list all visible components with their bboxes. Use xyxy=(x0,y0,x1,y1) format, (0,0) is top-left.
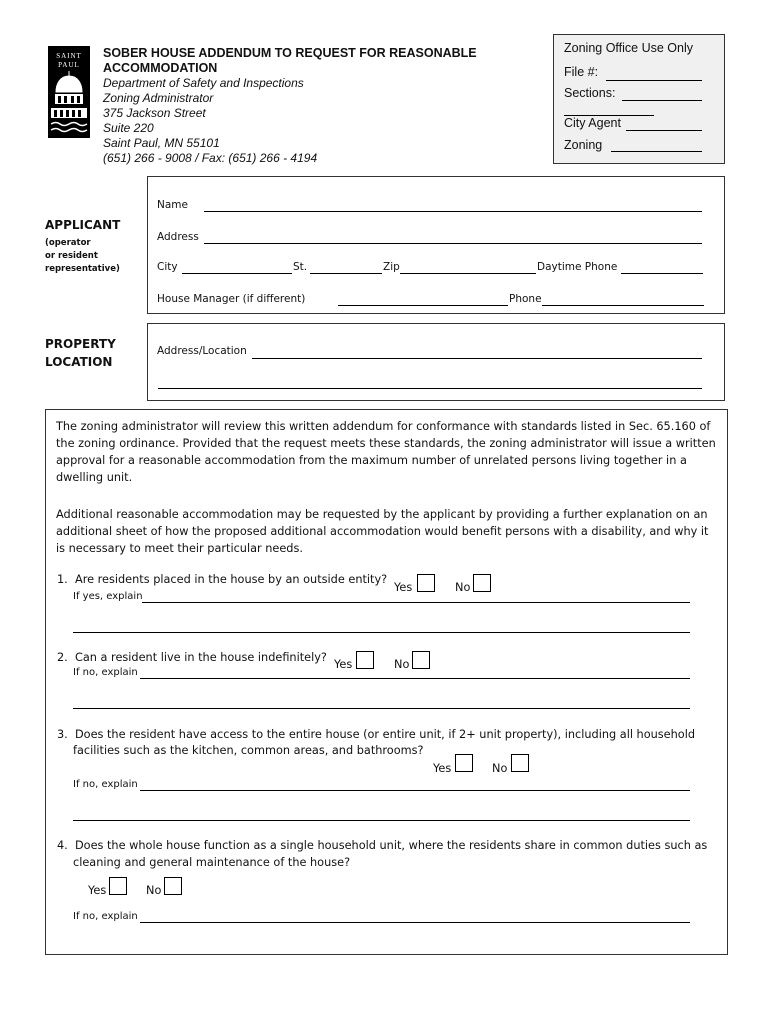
question-text: Does the resident have access to the entire house (or entire unit, if 2+ unit property), including all household xyxy=(74,728,696,741)
q4-yes-label: Yes xyxy=(88,884,107,897)
logo-text-top: SAINT xyxy=(56,52,82,60)
logo-text-bottom: PAUL xyxy=(58,61,80,69)
q3-explain-field-2[interactable] xyxy=(73,820,690,821)
daytime-phone-label: Daytime Phone xyxy=(537,261,618,273)
name-label: Name xyxy=(157,199,188,211)
q4-no-checkbox[interactable] xyxy=(164,877,182,895)
zoning-field[interactable] xyxy=(611,151,702,152)
q4-yes-checkbox[interactable] xyxy=(109,877,127,895)
question-text: Can a resident live in the house indefinitely? xyxy=(74,651,327,664)
zoning-office-title: Zoning Office Use Only xyxy=(564,41,693,55)
capitol-dome-icon xyxy=(48,46,90,138)
question-2 xyxy=(57,651,327,664)
q1-explain-field[interactable] xyxy=(142,602,690,603)
q1-yes-label: Yes xyxy=(394,581,413,594)
q2-explain-field[interactable] xyxy=(140,678,690,679)
q3-yes-label: Yes xyxy=(433,762,452,775)
applicant-label: APPLICANT xyxy=(45,218,121,232)
dept-line: Suite 220 xyxy=(103,121,154,135)
dept-line: Department of Safety and Inspections xyxy=(103,76,304,90)
q2-no-label: No xyxy=(394,658,410,671)
manager-phone-label: Phone xyxy=(509,293,542,305)
property-label-line: PROPERTY xyxy=(45,337,116,351)
q4-no-label: No xyxy=(146,884,162,897)
question-number: 1. xyxy=(57,573,68,586)
question-number: 3. xyxy=(57,728,68,741)
sections-field[interactable] xyxy=(622,100,702,101)
question-4-cont: cleaning and general maintenance of the house? xyxy=(73,856,351,869)
q3-no-label: No xyxy=(492,762,508,775)
question-text: Does the whole house function as a single household unit, where the residents share in common duties such as xyxy=(74,839,708,852)
q2-yes-checkbox[interactable] xyxy=(356,651,374,669)
q2-no-checkbox[interactable] xyxy=(412,651,430,669)
house-manager-field[interactable] xyxy=(338,305,508,306)
q1-no-label: No xyxy=(455,581,471,594)
house-manager-label: House Manager (if different) xyxy=(157,293,306,305)
sections-label: Sections: xyxy=(564,86,616,100)
q3-explain-field[interactable] xyxy=(140,790,690,791)
property-location-label xyxy=(45,335,116,371)
questions-box xyxy=(45,409,728,955)
q1-explain-label: If yes, explain xyxy=(73,591,143,602)
q1-explain-field-2[interactable] xyxy=(73,632,690,633)
question-3 xyxy=(57,728,695,741)
property-address-field-2[interactable] xyxy=(158,388,702,389)
department-info xyxy=(103,76,317,166)
property-address-field[interactable] xyxy=(252,358,702,359)
state-label: St. xyxy=(293,261,308,273)
applicant-sub-line: representative) xyxy=(45,264,120,274)
dept-line: (651) 266 - 9008 / Fax: (651) 266 - 4194 xyxy=(103,151,318,165)
file-number-label: File #: xyxy=(564,65,599,79)
property-box xyxy=(147,323,725,401)
q1-no-checkbox[interactable] xyxy=(473,574,491,592)
q3-yes-checkbox[interactable] xyxy=(455,754,473,772)
question-1 xyxy=(57,573,387,586)
question-3-cont: facilities such as the kitchen, common areas, and bathrooms? xyxy=(73,744,424,757)
review-paragraph: The zoning administrator will review this written addendum for conformance with standards listed in Sec. 65.160 of the zoning ordinance. Provided that the request meets these standards, the zoning administrator will issue a written approval for a reasonable accommodation from the maximum number of unrelated persons living together in a dwelling unit. xyxy=(56,420,716,484)
zoning-label: Zoning xyxy=(564,138,603,152)
applicant-sub-line: or resident xyxy=(45,251,98,261)
city-field[interactable] xyxy=(182,273,292,274)
city-agent-label: City Agent xyxy=(564,116,621,130)
daytime-phone-field[interactable] xyxy=(621,273,703,274)
q4-explain-field[interactable] xyxy=(140,922,690,923)
saint-paul-logo xyxy=(48,46,90,138)
zip-field[interactable] xyxy=(400,273,536,274)
question-4 xyxy=(57,839,707,852)
form-title: SOBER HOUSE ADDENDUM TO REQUEST FOR REASONABLE ACCOMMODATION xyxy=(103,46,477,75)
q2-yes-label: Yes xyxy=(334,658,353,671)
dept-line: Zoning Administrator xyxy=(103,91,214,105)
question-number: 4. xyxy=(57,839,68,852)
property-address-label: Address/Location xyxy=(157,345,247,357)
zip-label: Zip xyxy=(383,261,400,273)
zoning-office-box xyxy=(553,34,725,164)
applicant-box xyxy=(147,176,725,314)
q4-explain-label: If no, explain xyxy=(73,911,138,922)
question-text: Are residents placed in the house by an outside entity? xyxy=(74,573,388,586)
state-field[interactable] xyxy=(310,273,382,274)
q3-explain-label: If no, explain xyxy=(73,779,138,790)
city-agent-field[interactable] xyxy=(626,130,702,131)
q3-no-checkbox[interactable] xyxy=(511,754,529,772)
q2-explain-label: If no, explain xyxy=(73,667,138,678)
address-label: Address xyxy=(157,231,199,243)
property-label-line: LOCATION xyxy=(45,355,113,369)
file-number-field[interactable] xyxy=(606,80,702,81)
dept-line: Saint Paul, MN 55101 xyxy=(103,136,220,150)
dept-line: 375 Jackson Street xyxy=(103,106,206,120)
name-field[interactable] xyxy=(204,211,702,212)
q2-explain-field-2[interactable] xyxy=(73,708,690,709)
manager-phone-field[interactable] xyxy=(542,305,704,306)
address-field[interactable] xyxy=(204,243,702,244)
applicant-sub-line: (operator xyxy=(45,238,91,248)
city-label: City xyxy=(157,261,178,273)
question-number: 2. xyxy=(57,651,68,664)
additional-accommodation-paragraph: Additional reasonable accommodation may be requested by the applicant by providing a further explanation on an additional sheet of how the proposed additional accommodation would benefit persons with a disability, and why it is necessary to meet their particular needs. xyxy=(56,508,709,555)
applicant-sublabel xyxy=(45,237,120,276)
q1-yes-checkbox[interactable] xyxy=(417,574,435,592)
